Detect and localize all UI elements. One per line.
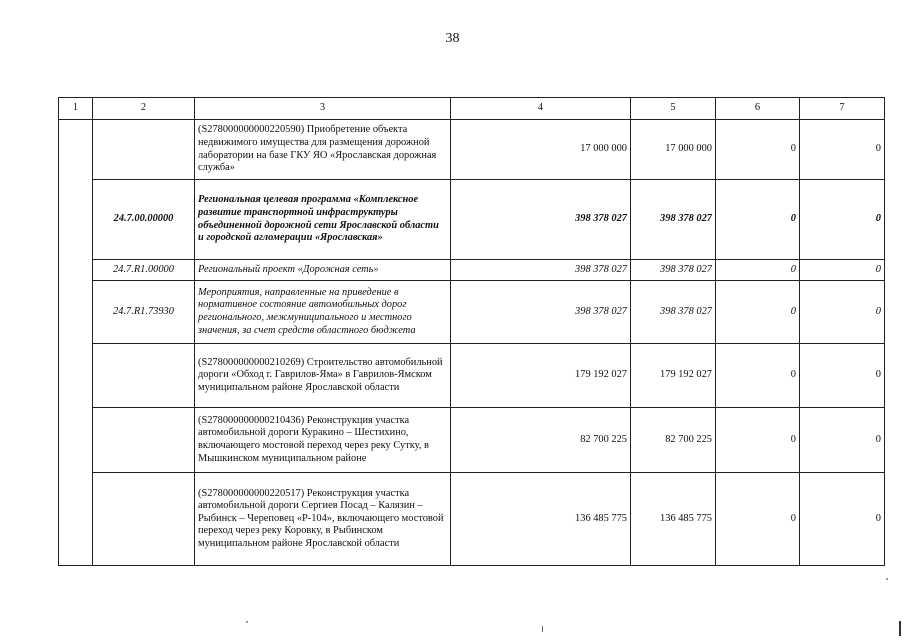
row-value-col7: 0: [800, 180, 885, 260]
column-header: 2: [93, 98, 195, 120]
row-value-col4: 398 378 027: [451, 260, 631, 281]
page-number: 38: [445, 31, 460, 46]
row-value-col7: 0: [800, 408, 885, 473]
row-name: Региональный проект «Дорожная сеть»: [195, 260, 451, 281]
row-value-col7: 0: [800, 344, 885, 408]
row-value-col4: 398 378 027: [451, 180, 631, 260]
row-value-col7: 0: [800, 281, 885, 344]
table-row: [59, 344, 885, 408]
column-header: 1: [59, 98, 93, 120]
row-value-col4: 179 192 027: [451, 344, 631, 408]
row-name: (S278000000000220517) Реконструкция участка автомобильной дороги Сергиев Посад – Калязин – Рыбинск – Череповец «Р-104», включающего мостовой переход через реку Коровку, в Рыбинском муниципальном районе Ярославской области: [195, 473, 451, 566]
row-code: [93, 120, 195, 180]
row-value-col6: 0: [716, 120, 800, 180]
row-name: (S278000000000210436) Реконструкция участка автомобильной дороги Куракино – Шестихино, включающего мостовой переход через реку Сутку, в Мышкинском муниципальном районе: [195, 408, 451, 473]
row-name: (S278000000000210269) Строительство автомобильной дороги «Обход г. Гаврилов-Яма» в Гаврилов-Ямском муниципальном районе Ярославской области: [195, 344, 451, 408]
row-value-col5: 179 192 027: [631, 344, 716, 408]
row-value-col5: 398 378 027: [631, 281, 716, 344]
row-value-col5: 398 378 027: [631, 180, 716, 260]
row-name: Региональная целевая программа «Комплексное развитие транспортной инфраструктуры объединенной дорожной сети Ярославской области и городской агломерации «Ярославская»: [195, 180, 451, 260]
scan-speck-mark: [542, 626, 543, 632]
row-value-col6: 0: [716, 260, 800, 281]
row-code: [93, 344, 195, 408]
row-code: 24.7.00.00000: [93, 180, 195, 260]
row-code: 24.7.R1.00000: [93, 260, 195, 281]
row-value-col6: 0: [716, 408, 800, 473]
row-value-col5: 17 000 000: [631, 120, 716, 180]
row-value-col4: 398 378 027: [451, 281, 631, 344]
row-value-col6: 0: [716, 180, 800, 260]
scan-speck-mark: [886, 578, 888, 580]
row-value-col5: 136 485 775: [631, 473, 716, 566]
row-value-col7: 0: [800, 120, 885, 180]
row-value-col5: 82 700 225: [631, 408, 716, 473]
column-header: 4: [451, 98, 631, 120]
table-header-row: [59, 98, 885, 120]
column-header: 6: [716, 98, 800, 120]
row-value-col5: 398 378 027: [631, 260, 716, 281]
scan-speck-mark: [246, 621, 248, 623]
row-value-col6: 0: [716, 473, 800, 566]
row-value-col4: 136 485 775: [451, 473, 631, 566]
row-value-col4: 17 000 000: [451, 120, 631, 180]
table-row: [59, 180, 885, 260]
row-code: [93, 408, 195, 473]
row-value-col7: 0: [800, 260, 885, 281]
row-name: (S278000000000220590) Приобретение объекта недвижимого имущества для размещения дорожной лаборатории на базе ГКУ ЯО «Ярославская дорожная служба»: [195, 120, 451, 180]
table-row: [59, 260, 885, 281]
table-row: [59, 408, 885, 473]
table-row: [59, 120, 885, 180]
table-row: [59, 473, 885, 566]
row-value-col4: 82 700 225: [451, 408, 631, 473]
column-header: 3: [195, 98, 451, 120]
column-header: 7: [800, 98, 885, 120]
row-code: [93, 473, 195, 566]
table-row: [59, 281, 885, 344]
column-header: 5: [631, 98, 716, 120]
row-value-col6: 0: [716, 344, 800, 408]
row-value-col6: 0: [716, 281, 800, 344]
budget-table: [58, 97, 885, 566]
scan-edge-mark: [899, 621, 901, 636]
column-1-empty-cell: [59, 120, 93, 566]
row-value-col7: 0: [800, 473, 885, 566]
row-code: 24.7.R1.73930: [93, 281, 195, 344]
row-name: Мероприятия, направленные на приведение в нормативное состояние автомобильных дорог регионального, межмуниципального и местного значения, за счет средств областного бюджета: [195, 281, 451, 344]
